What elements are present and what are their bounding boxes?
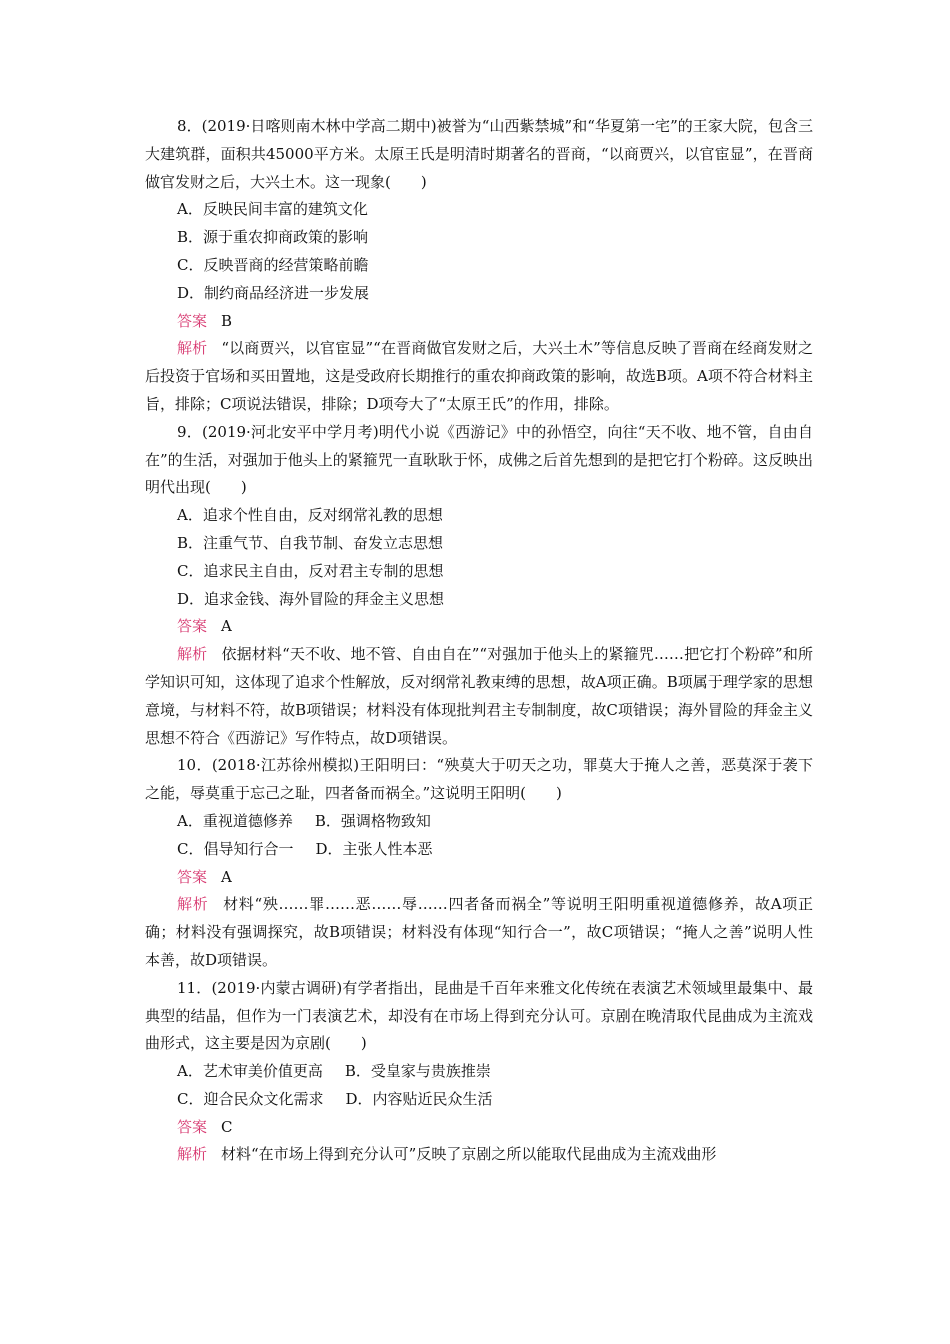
analysis-paragraph [145, 891, 813, 974]
document-page [145, 113, 813, 1169]
question-stem: 8．(2019·日喀则南木林中学高二期中)被誉为“山西紫禁城”和“华夏第一宅”的王家大院，包含三大建筑群，面积共45000平方米。太原王氏是明清时期著名的晋商，“以商贾兴，以官宦显”，在晋商做官发财之后，大兴土木。这一现象( ) [145, 117, 813, 191]
option-a: A．追求个性自由，反对纲常礼教的思想 [177, 506, 443, 525]
option-row-cd [145, 1086, 813, 1114]
option-b: B．源于重农抑商政策的影响 [177, 228, 369, 247]
question-stem: 10．(2018·江苏徐州模拟)王阳明曰：“殃莫大于叨天之功，罪莫大于掩人之善，恶莫深于袭下之能，辱莫重于忘己之耻，四者备而祸全。”这说明王阳明( ) [145, 756, 813, 803]
option-d: D．内容贴近民众生活 [345, 1089, 493, 1108]
answer-line [145, 613, 813, 641]
option-row-ab [145, 808, 813, 836]
answer-value: A [221, 867, 232, 886]
analysis-text: 依据材料“天不收、地不管、自由自在”“对强加于他头上的紧箍咒……把它打个粉碎”和所学知识可知，这体现了追求个性解放，反对纲常礼教束缚的思想，故A项正确。B项属于理学家的思想意境，与材料不符，故B项错误；材料没有体现批判君主专制制度，故C项错误；海外冒险的拜金主义思想不符合《西游记》写作特点，故D项错误。 [145, 645, 813, 747]
analysis-label: 解析 [177, 895, 209, 914]
answer-line [145, 864, 813, 892]
option-c: C．倡导知行合一 [177, 839, 294, 858]
option-b: B．受皇家与贵族推崇 [344, 1062, 491, 1081]
answer-value: B [221, 311, 233, 330]
option-b: B．注重气节、自我节制、奋发立志思想 [177, 533, 444, 552]
analysis-text: 材料“在市场上得到充分认可”反映了京剧之所以能取代昆曲成为主流戏曲形 [221, 1145, 717, 1164]
answer-value: A [221, 617, 232, 636]
option-a: A．艺术审美价值更高 [177, 1062, 323, 1081]
answer-value: C [221, 1117, 233, 1136]
answer-label: 答案 [177, 867, 208, 886]
option-a: A．反映民间丰富的建筑文化 [177, 200, 368, 219]
option-a: A．重视道德修养 [177, 811, 293, 830]
question-8 [145, 113, 813, 419]
option-d: D．制约商品经济进一步发展 [177, 283, 370, 302]
analysis-label: 解析 [177, 339, 208, 358]
analysis-paragraph [145, 1141, 813, 1169]
question-9 [145, 419, 813, 753]
option-d: D．主张人性本恶 [315, 839, 433, 858]
analysis-paragraph [145, 641, 813, 752]
option-b: B．强调格物致知 [314, 811, 431, 830]
option-c: C．迎合民众文化需求 [177, 1089, 324, 1108]
question-10 [145, 752, 813, 974]
option-row-cd [145, 836, 813, 864]
question-stem: 9．(2019·河北安平中学月考)明代小说《西游记》中的孙悟空，向往“天不收、地不管，自由自在”的生活，对强加于他头上的紧箍咒一直耿耿于怀，成佛之后首先想到的是把它打个粉碎。这反映出明代出现( ) [145, 422, 813, 497]
option-c: C．追求民主自由，反对君主专制的思想 [177, 561, 444, 580]
question-stem: 11．(2019·内蒙古调研)有学者指出，昆曲是千百年来雅文化传统在表演艺术领域里最集中、最典型的结晶，但作为一门表演艺术，却没有在市场上得到充分认可。京剧在晚清取代昆曲成为主流戏曲形式，这主要是因为京剧( ) [145, 978, 813, 1053]
question-11 [145, 975, 813, 1170]
answer-label: 答案 [177, 1117, 208, 1136]
analysis-text: “以商贾兴，以官宦显”“在晋商做官发财之后，大兴土木”等信息反映了晋商在经商发财之后投资于官场和买田置地，这是受政府长期推行的重农抑商政策的影响，故选B项。A项不符合材料主旨，排除；C项说法错误，排除；D项夸大了“太原王氏”的作用，排除。 [145, 339, 813, 413]
analysis-label: 解析 [177, 1145, 208, 1164]
answer-label: 答案 [177, 311, 208, 330]
option-d: D．追求金钱、海外冒险的拜金主义思想 [177, 589, 445, 608]
answer-line [145, 308, 813, 336]
analysis-paragraph [145, 335, 813, 418]
answer-label: 答案 [177, 617, 208, 636]
analysis-text: 材料“殃……罪……恶……辱……四者备而祸全”等说明王阳明重视道德修养，故A项正确；材料没有强调探究，故B项错误；材料没有体现“知行合一”，故C项错误；“掩人之善”说明人性本善，故D项错误。 [145, 895, 813, 969]
option-c: C．反映晋商的经营策略前瞻 [177, 255, 369, 274]
answer-line [145, 1114, 813, 1142]
option-row-ab [145, 1058, 813, 1086]
analysis-label: 解析 [177, 645, 208, 664]
